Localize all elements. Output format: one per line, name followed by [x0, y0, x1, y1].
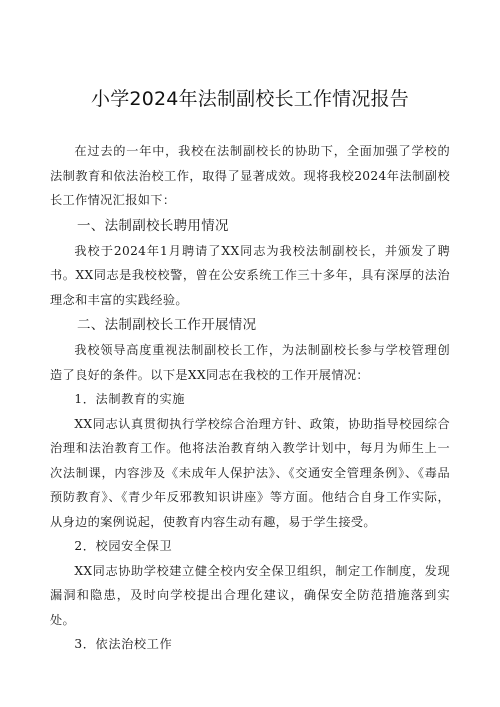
subsection-label-legal-education: 1．法制教育的实施	[74, 392, 186, 406]
subsection-label-law-based-governance: 3．依法治校工作	[74, 637, 173, 651]
document-body	[50, 139, 450, 657]
intro-paragraph: 在过去的一年中，我校在法制副校长的协助下，全面加强了学校的法制教育和依法治校工作，取得了显著成效。现将我校2024年法制副校长工作情况汇报如下：	[50, 144, 450, 207]
subsection-label-campus-security: 2．校园安全保卫	[74, 539, 173, 553]
employment-paragraph: 我校于2024年1月聘请了XX同志为我校法制副校长，并颁发了聘书。XX同志是我校校警，曾在公安系统工作三十多年，具有深厚的法治理念和丰富的实践经验。	[50, 243, 450, 307]
work-paragraph: 我校领导高度重视法制副校长工作，为法制副校长参与学校管理创造了良好的条件。以下是XX同志在我校的工作开展情况：	[50, 343, 450, 382]
section-heading-employment: 一、法制副校长聘用情况	[77, 217, 229, 234]
campus-security-paragraph: XX同志协助学校建立健全校内安全保卫组织，制定工作制度，发现漏洞和隐患，及时向学校提出合理化建议，确保安全防范措施落到实处。	[50, 563, 450, 627]
document-title: 小学2024年法制副校长工作情况报告	[91, 88, 409, 110]
legal-education-paragraph: XX同志认真贯彻执行学校综合治理方针、政策，协助指导校园综合治理和法治教育工作。他将法治教育纳入教学计划中，每月为师生上一次法制课，内容涉及《未成年人保护法》、《交通安全管理条例》、《毒品预防教育》、《青少年反邪教知识讲座》等方面。他结合自身工作实际，从身边的案例说起，使教育内容生动有趣，易于学生接受。	[50, 416, 450, 529]
section-heading-work: 二、法制副校长工作开展情况	[77, 317, 257, 333]
